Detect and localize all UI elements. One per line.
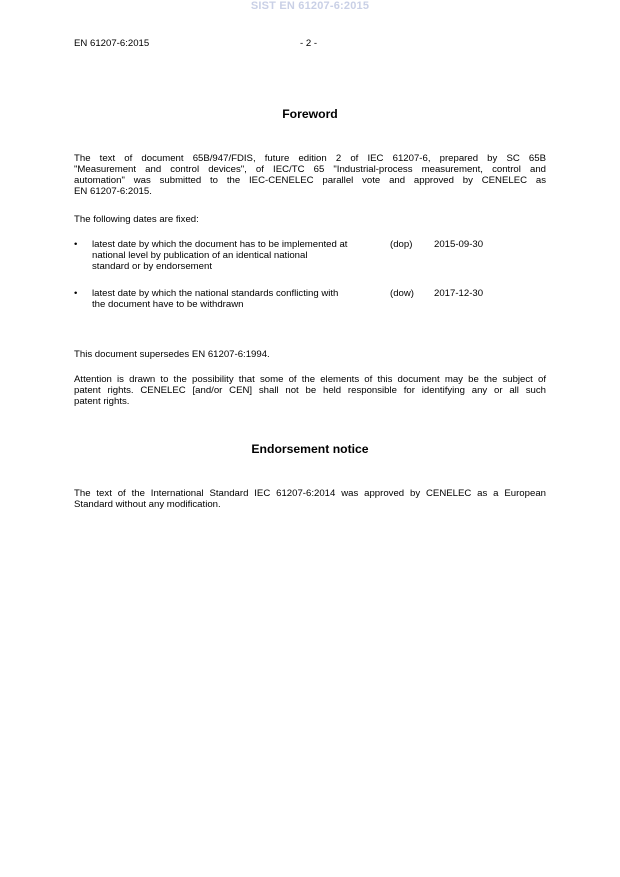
supersedes-paragraph: This document supersedes EN 61207-6:1994. bbox=[74, 349, 270, 360]
bullet-marker: • bbox=[74, 239, 78, 250]
text-line: automation" was submitted to the IEC-CENELEC parallel vote and approved by CENELEC as bbox=[74, 175, 546, 186]
text-line: patent rights. bbox=[74, 396, 130, 407]
text-line: Standard without any modification. bbox=[74, 499, 221, 510]
page-number: - 2 - bbox=[300, 38, 318, 49]
dop-description bbox=[92, 239, 374, 272]
endorsement-heading: Endorsement notice bbox=[251, 442, 369, 456]
text-line: patent rights. CENELEC [and/or CEN] shall not be held responsible for identifying any or all such bbox=[74, 385, 546, 396]
text-line: standard or by endorsement bbox=[92, 261, 212, 272]
dow-code: (dow) bbox=[390, 288, 414, 299]
watermark: SIST EN 61207-6:2015 bbox=[250, 0, 370, 12]
foreword-heading: Foreword bbox=[282, 107, 338, 121]
dop-date: 2015-09-30 bbox=[434, 239, 484, 250]
text-line: "Measurement and control devices", of IEC/TC 65 "Industrial-process measurement, control and bbox=[74, 164, 546, 175]
dop-bullet-item bbox=[74, 239, 546, 275]
text-line: The text of the International Standard IEC 61207-6:2014 was approved by CENELEC as a European bbox=[74, 488, 546, 499]
header-doc-id: EN 61207-6:2015 bbox=[74, 38, 150, 49]
text-line: latest date by which the document has to be implemented at bbox=[92, 239, 348, 250]
patent-attention-paragraph bbox=[74, 374, 546, 407]
dop-code: (dop) bbox=[390, 239, 413, 250]
foreword-intro-paragraph bbox=[74, 153, 546, 197]
endorsement-paragraph bbox=[74, 488, 546, 510]
text-line: national level by publication of an identical national bbox=[92, 250, 308, 261]
dow-bullet-item bbox=[74, 288, 546, 312]
dow-date: 2017-12-30 bbox=[434, 288, 484, 299]
text-line: the document have to be withdrawn bbox=[92, 299, 244, 310]
text-line: EN 61207-6:2015. bbox=[74, 186, 152, 197]
dates-intro: The following dates are fixed: bbox=[74, 214, 199, 225]
text-line: The text of document 65B/947/FDIS, future edition 2 of IEC 61207-6, prepared by SC 65B bbox=[74, 153, 546, 164]
dow-description bbox=[92, 288, 374, 310]
text-line: latest date by which the national standards conflicting with bbox=[92, 288, 339, 299]
bullet-marker: • bbox=[74, 288, 78, 299]
text-line: Attention is drawn to the possibility that some of the elements of this document may be the subject of bbox=[74, 374, 546, 385]
